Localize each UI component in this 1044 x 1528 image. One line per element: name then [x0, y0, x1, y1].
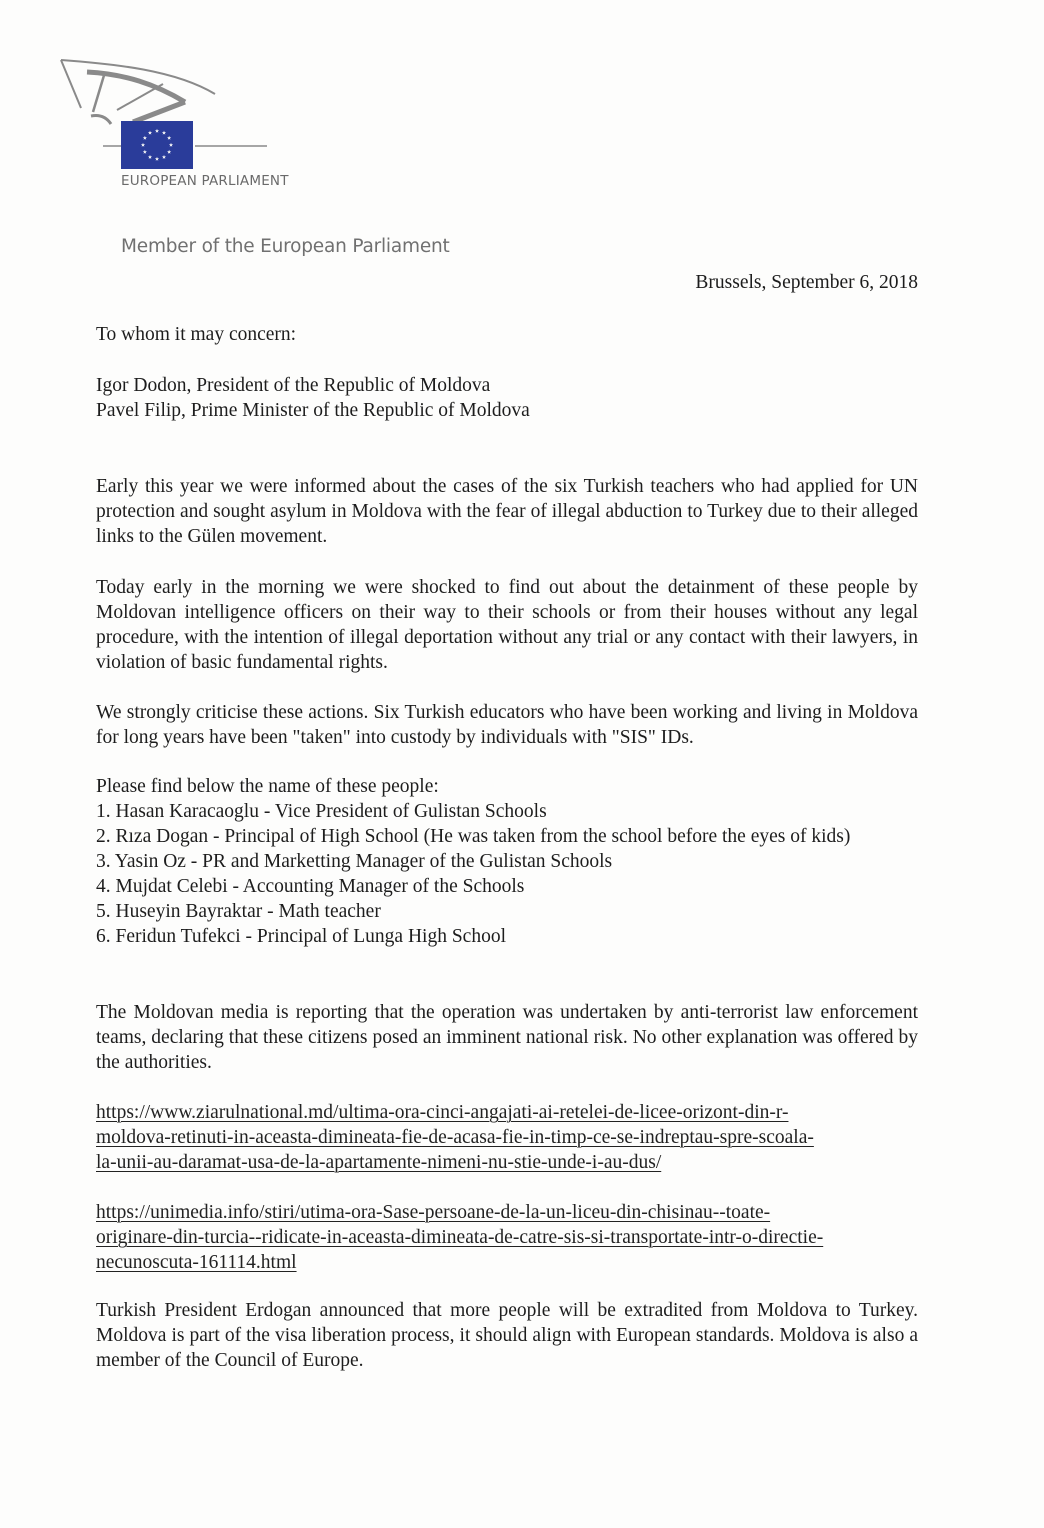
- people-list-intro: Please find below the name of these people:: [96, 776, 439, 797]
- source-link-2[interactable]: [96, 1200, 918, 1275]
- institution-name: EUROPEAN PARLIAMENT: [121, 173, 289, 189]
- list-item: 4. Mujdat Celebi - Accounting Manager of the Schools: [96, 876, 525, 897]
- list-item: 6. Feridun Tufekci - Principal of Lunga High School: [96, 926, 507, 947]
- source-link-1[interactable]: [96, 1100, 918, 1175]
- link-line[interactable]: https://unimedia.info/stiri/utima-ora-Sase-persoane-de-la-un-liceu-din-chisinau--toate-: [96, 1202, 771, 1223]
- link-line[interactable]: originare-din-turcia--ridicate-in-aceasta-dimineata-de-catre-sis-si-transportate-intr-o-directie-: [96, 1227, 824, 1248]
- link-line[interactable]: necunoscuta-161114.html: [96, 1252, 297, 1273]
- link-line[interactable]: moldova-retinuti-in-aceasta-dimineata-fie-de-acasa-fie-in-timp-ce-se-indreptau-spre-scoala-: [96, 1127, 814, 1148]
- eu-flag-icon: [121, 121, 193, 169]
- list-item: 1. Hasan Karacaoglu - Vice President of Gulistan Schools: [96, 801, 547, 822]
- paragraph-media: The Moldovan media is reporting that the operation was undertaken by anti-terrorist law enforcement teams, declaring that these citizens posed an imminent national risk. No other explanation was offered by the authorities.: [96, 1002, 918, 1073]
- place-date: Brussels, September 6, 2018: [695, 272, 918, 293]
- link-line[interactable]: https://www.ziarulnational.md/ultima-ora-cinci-angajati-ai-retelei-de-licee-orizont-din-r-: [96, 1102, 789, 1123]
- list-item: 3. Yasin Oz - PR and Marketting Manager of the Gulistan Schools: [96, 851, 613, 872]
- salutation: To whom it may concern:: [96, 324, 297, 345]
- recipients: [96, 373, 918, 423]
- paragraph-erdogan: Turkish President Erdogan announced that more people will be extradited from Moldova to Turkey. Moldova is part of the visa liberation process, it should align with European standards. Moldova is also a member of the Council of Europe.: [96, 1300, 918, 1371]
- paragraph-criticism: We strongly criticise these actions. Six Turkish educators who have been working and living in Moldova for long years have been "taken" into custody by individuals with "SIS" IDs.: [96, 702, 918, 748]
- people-list: [96, 774, 918, 949]
- recipient-1: Igor Dodon, President of the Republic of Moldova: [96, 375, 491, 396]
- list-item: 2. Rıza Dogan - Principal of High School (He was taken from the school before the eyes of kids): [96, 826, 851, 847]
- recipient-2: Pavel Filip, Prime Minister of the Republic of Moldova: [96, 400, 530, 421]
- paragraph-intro: Early this year we were informed about the cases of the six Turkish teachers who had applied for UN protection and sought asylum in Moldova with the fear of illegal abduction to Turkey due to their alleged links to the Gülen movement.: [96, 476, 918, 547]
- member-title: Member of the European Parliament: [121, 236, 450, 257]
- link-line[interactable]: la-unii-au-daramat-usa-de-la-apartamente-nimeni-nu-stie-unde-i-au-dus/: [96, 1152, 662, 1173]
- paragraph-detainment: Today early in the morning we were shocked to find out about the detainment of these people by Moldovan intelligence officers on their way to their schools or from their houses without any legal procedure, with the intention of illegal deportation without any trial or any contact with their lawyers, in violation of basic fundamental rights.: [96, 577, 918, 673]
- list-item: 5. Huseyin Bayraktar - Math teacher: [96, 901, 381, 922]
